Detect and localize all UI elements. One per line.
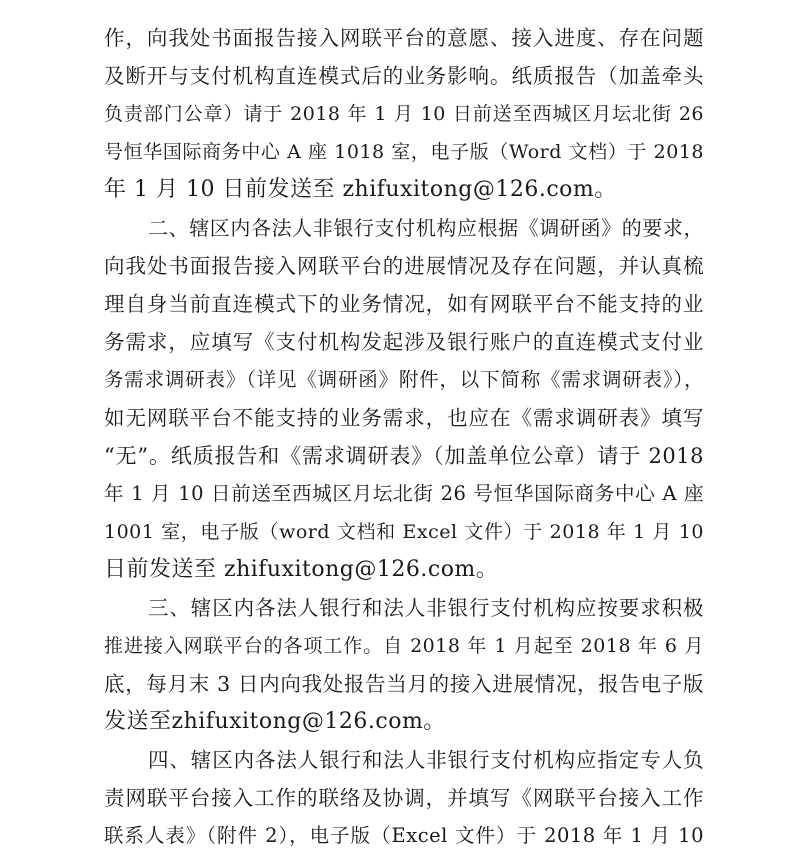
text-line: 及断开与支付机构直连模式后的业务影响。纸质报告（加盖牵头 — [104, 64, 704, 88]
text-line: 如无网联平台不能支持的业务需求，也应在《需求调研表》填写 — [104, 406, 704, 430]
text-line: 日前发送至 zhifuxitong@126.com。 — [104, 557, 499, 582]
text-line: 推进接入网联平台的各项工作。自 2018 年 1 月起至 2018 年 6 月 — [104, 635, 704, 657]
text-line: 务需求，应填写《支付机构发起涉及银行账户的直连模式支付业 — [104, 330, 704, 354]
text-line: 理自身当前直连模式下的业务情况，如有网联平台不能支持的业 — [104, 292, 704, 316]
text-line: 向我处书面报告接入网联平台的进展情况及存在问题，并认真梳 — [104, 254, 704, 278]
text-line: 号恒华国际商务中心 A 座 1018 室，电子版（Word 文档）于 2018 — [104, 141, 704, 163]
text-line: 1001 室，电子版（word 文档和 Excel 文件）于 2018 年 1 月 10 — [104, 521, 704, 543]
text-line: 联系人表》（附件 2），电子版（Excel 文件）于 2018 年 1 月 10 — [104, 824, 704, 847]
text-line: 四、辖区内各法人银行和法人非银行支付机构应指定专人负 — [148, 748, 704, 772]
text-line: 二、辖区内各法人非银行支付机构应根据《调研函》的要求， — [148, 216, 704, 240]
text-line: 年 1 月 10 日前发送至 zhifuxitong@126.com。 — [104, 177, 617, 202]
text-line: 发送至zhifuxitong@126.com。 — [104, 709, 446, 734]
text-line: 作，向我处书面报告接入网联平台的意愿、接入进度、存在问题 — [104, 26, 704, 50]
text-line: “无”。纸质报告和《需求调研表》（加盖单位公章）请于 2018 — [104, 444, 704, 468]
text-line: 底，每月末 3 日内向我处报告当月的接入进展情况，报告电子版 — [104, 672, 704, 696]
text-line: 务需求调研表》（详见《调研函》附件，以下简称《需求调研表》）， — [104, 368, 704, 391]
text-line: 年 1 月 10 日前送至西城区月坛北街 26 号恒华国际商务中心 A 座 — [104, 482, 704, 505]
text-line: 负责部门公章）请于 2018 年 1 月 10 日前送至西城区月坛北街 26 — [104, 103, 704, 125]
text-line: 三、辖区内各法人银行和法人非银行支付机构应按要求积极 — [148, 596, 704, 620]
text-line: 责网联平台接入工作的联络及协调，并填写《网联平台接入工作 — [104, 786, 704, 810]
